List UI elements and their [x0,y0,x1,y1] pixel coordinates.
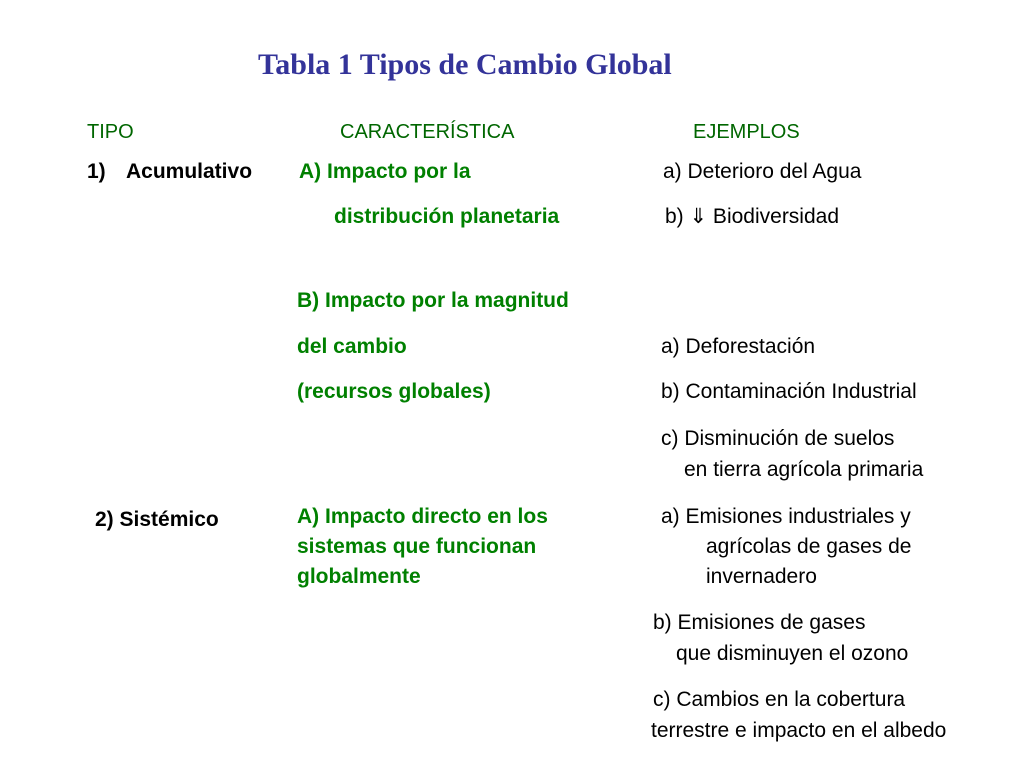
type1-b-example-b: b) Contaminación Industrial [661,380,917,403]
type1-char-a-line2: distribución planetaria [334,205,560,228]
type2-char-a-line2: sistemas que funcionan [297,535,537,558]
type1-example-a: a) Deterioro del Agua [663,160,862,183]
type2-example-a-line1: a) Emisiones industriales y [661,505,911,528]
header-ejemplos: EJEMPLOS [693,121,800,143]
type1-char-a-line1: A) Impacto por la [299,160,471,183]
type2-char-a-line1: A) Impacto directo en los [297,505,548,528]
type1-char-b-line1: B) Impacto por la magnitud [297,289,569,312]
header-caracteristica: CARACTERÍSTICA [340,121,515,143]
type1-number: 1) [87,160,106,183]
type2-label: 2) Sistémico [95,508,219,531]
type2-example-c-line2: terrestre e impacto en el albedo [651,719,947,742]
type1-char-b-line3: (recursos globales) [297,380,491,403]
type1-b-example-c-line2: en tierra agrícola primaria [684,458,924,481]
type1-b-example-c-line1: c) Disminución de suelos [661,427,895,450]
type2-example-a-line3: invernadero [706,565,817,588]
type2-char-a-line3: globalmente [297,565,421,588]
type2-example-b-line2: que disminuyen el ozono [676,642,909,665]
header-tipo: TIPO [87,121,134,143]
type2-example-b-line1: b) Emisiones de gases [653,611,866,634]
type2-example-a-line2: agrícolas de gases de [706,535,912,558]
type1-char-b-line2: del cambio [297,335,407,358]
page-title: Tabla 1 Tipos de Cambio Global [258,48,672,81]
type2-example-c-line1: c) Cambios en la cobertura [653,688,906,711]
type1-label: Acumulativo [126,160,253,183]
type1-example-b: b) ⇓ Biodiversidad [665,205,840,228]
type1-b-example-a: a) Deforestación [661,335,816,358]
